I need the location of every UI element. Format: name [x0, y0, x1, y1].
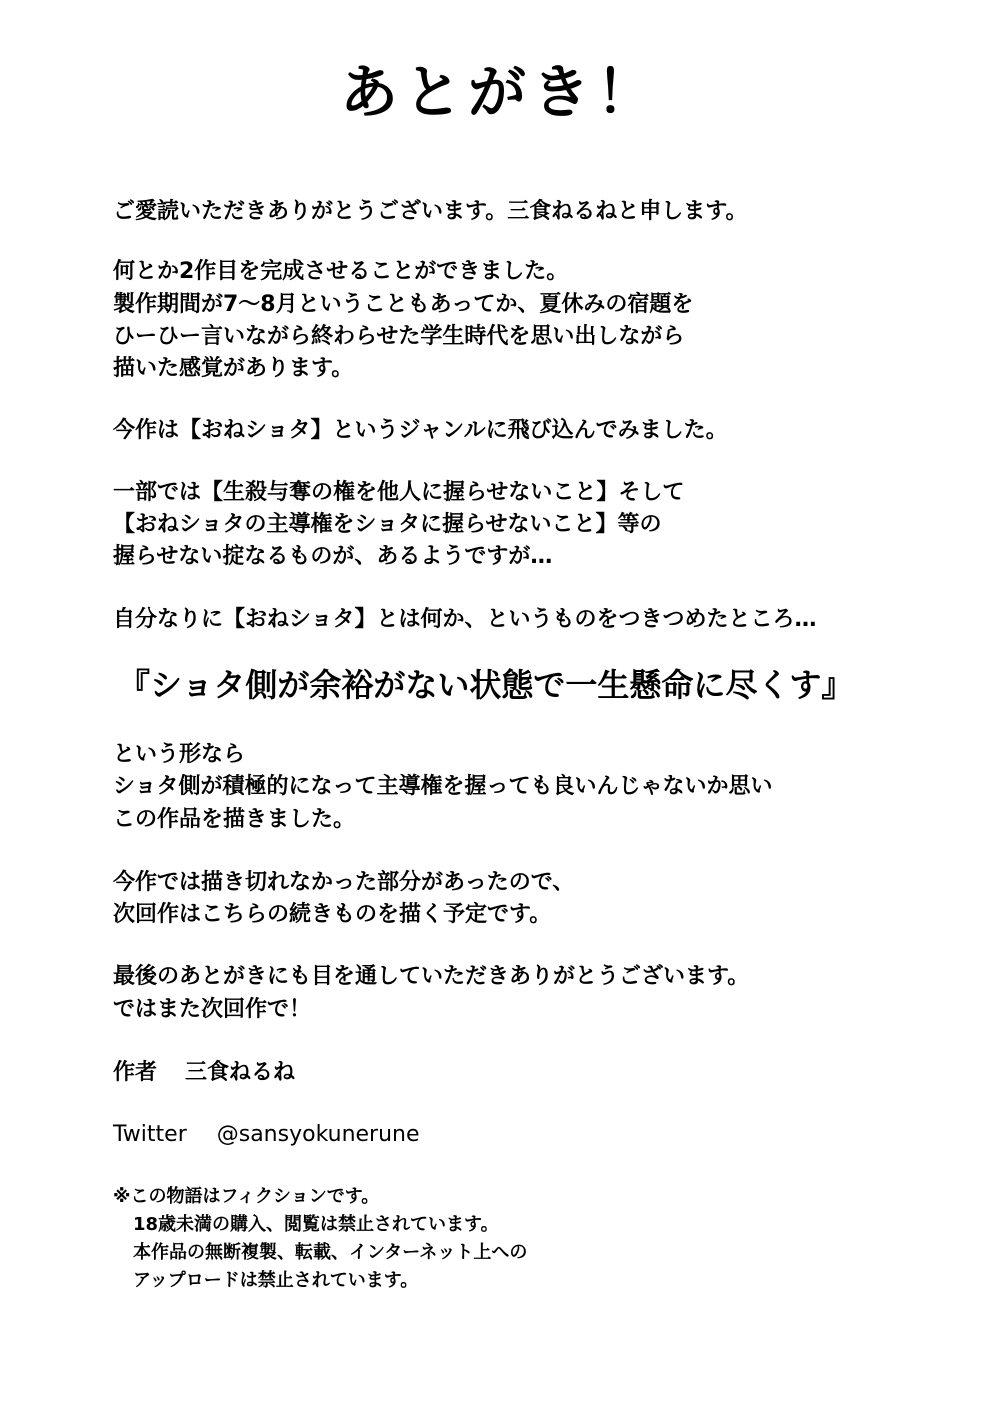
text-line: 【おねショタの主導権をショタに握らせないこと】等の — [113, 512, 662, 537]
text-line: この作品を描きました。 — [113, 807, 356, 832]
text-line: 今作では描き切れなかった部分があったので、 — [113, 870, 575, 895]
text-line: 製作期間が7～8月ということもあってか、夏休みの宿題を — [113, 292, 694, 317]
page-title: あとがき！ — [339, 58, 660, 126]
text-line: 握らせない掟なるものが、あるようですが… — [113, 544, 553, 569]
disclaimer-line: 本作品の無断複製、転載、インターネット上への — [133, 1242, 528, 1263]
text-line: ご愛読いただきありがとうございます。三食ねるねと申します。 — [113, 199, 748, 224]
text-line: 最後のあとがきにも目を通していただきありがとうございます。 — [113, 964, 750, 989]
text-line: 自分なりに【おねショタ】とは何か、というものをつきつめたところ… — [113, 607, 817, 632]
text-line: 今作は【おねショタ】というジャンルに飛び込んでみました。 — [113, 418, 728, 443]
text-line: 次回作はこちらの続きものを描く予定です。 — [113, 902, 552, 927]
twitter-label: Twitter — [113, 1122, 187, 1147]
disclaimer-line: アップロードは禁止されています。 — [133, 1270, 419, 1291]
text-line: 一部では【生殺与奪の権を他人に握らせないこと】そして — [113, 480, 685, 505]
disclaimer-line: 18歳未満の購入、閲覧は禁止されています。 — [133, 1214, 499, 1235]
text-line: 描いた感覚があります。 — [113, 356, 354, 381]
text-line: という形なら — [113, 742, 246, 767]
text-line: ではまた次回作で！ — [113, 997, 312, 1022]
twitter-handle: @sansyokunerune — [216, 1122, 420, 1147]
text-line: ひーひー言いながら終わらせた学生時代を思い出しながら — [113, 324, 685, 349]
twitter-line — [113, 1120, 420, 1150]
text-line: 何とか2作目を完成させることができました。 — [113, 259, 569, 284]
author-line — [113, 1058, 295, 1088]
author-name: 三食ねるね — [185, 1060, 296, 1085]
highlight-quote: 『ショタ側が余裕がない状態で一生懸命に尽くす』 — [118, 666, 854, 704]
text-line: ショタ側が積極的になって主導権を握っても良いんじゃないか思い — [113, 774, 773, 799]
author-label: 作者 — [113, 1060, 158, 1085]
disclaimer-line: ※この物語はフィクションです。 — [113, 1186, 380, 1207]
